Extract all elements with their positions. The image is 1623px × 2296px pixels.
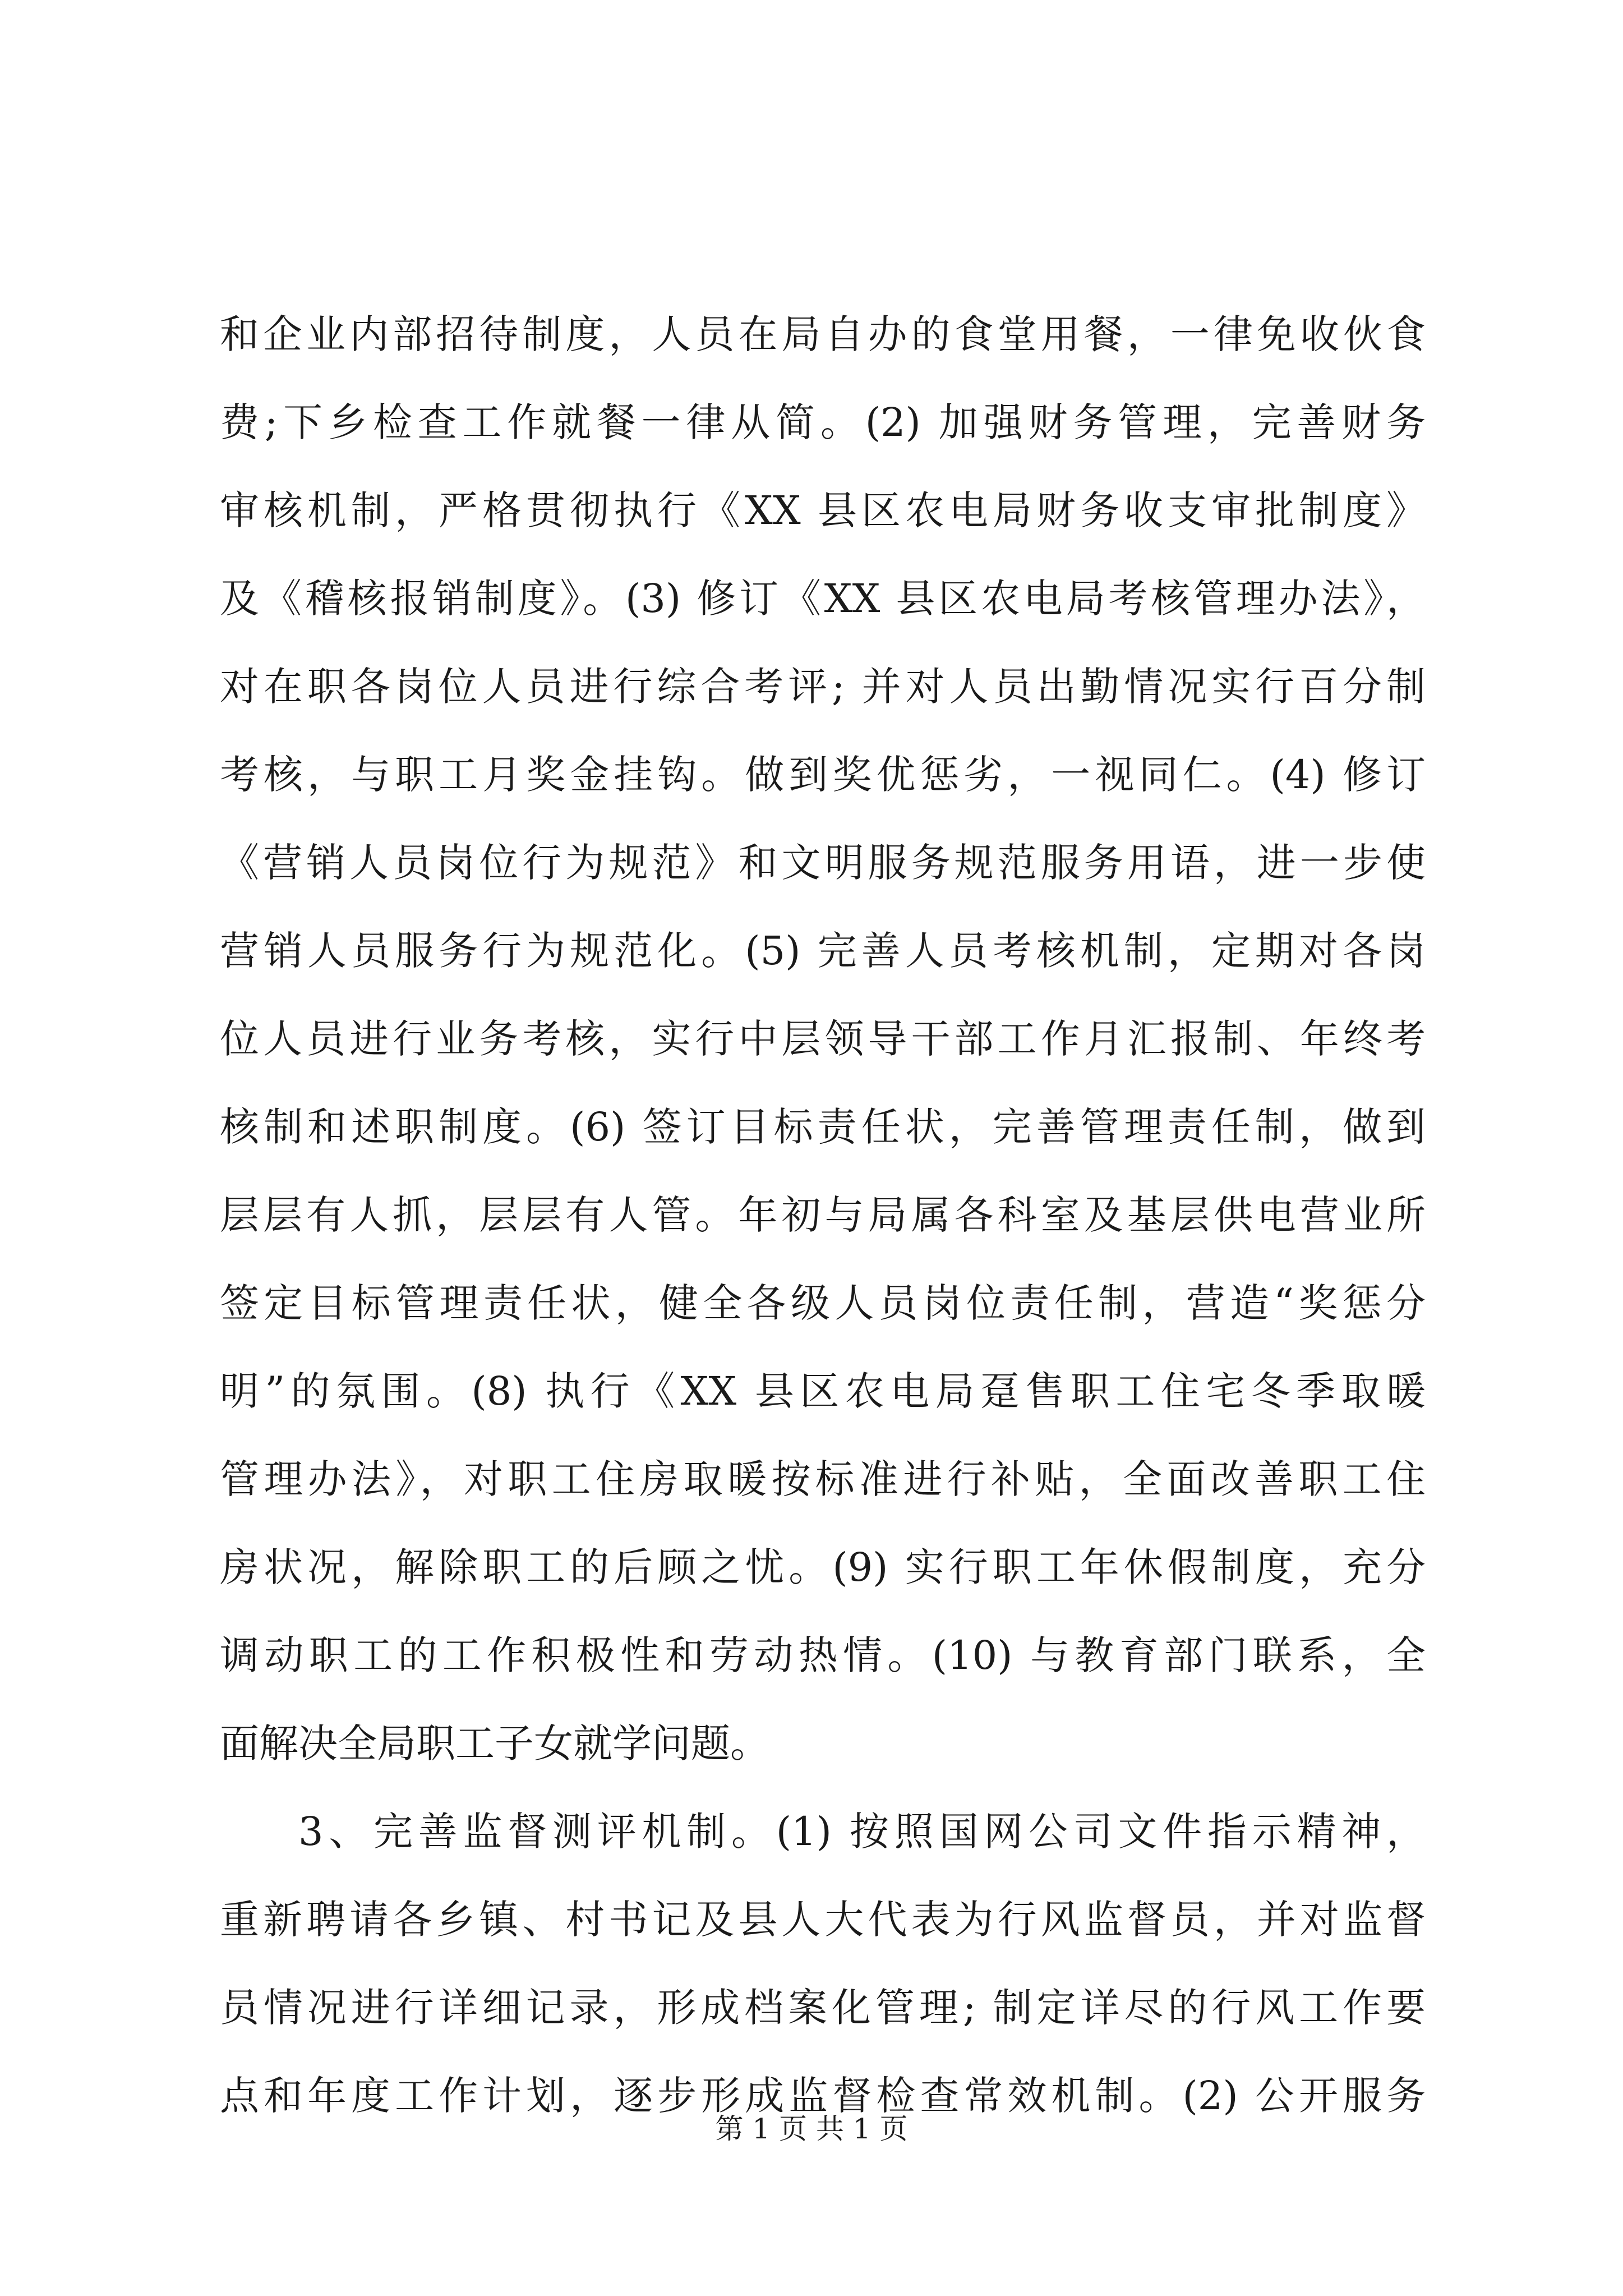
paragraph-start-line: 3、完善监督测评机制。(1) 按照国网公司文件指示精神， bbox=[298, 1809, 1426, 1855]
text-line: 明”的氛围。(8) 执行《XX 县区农电局趸售职工住宅冬季取暖 bbox=[220, 1368, 1426, 1414]
page-footer: 第 1 页 共 1 页 bbox=[715, 2113, 908, 2145]
text-line: 核制和述职制度。(6) 签订目标责任状，完善管理责任制，做到 bbox=[220, 1104, 1426, 1150]
text-line: 调动职工的工作积极性和劳动热情。(10) 与教育部门联系，全 bbox=[220, 1632, 1426, 1678]
text-line: 管理办法》，对职工住房取暖按标准进行补贴，全面改善职工住 bbox=[220, 1456, 1426, 1502]
text-line: 审核机制，严格贯彻执行《XX 县区农电局财务收支审批制度》 bbox=[220, 487, 1426, 533]
text-line: 层层有人抓，层层有人管。年初与局属各科室及基层供电营业所 bbox=[220, 1192, 1426, 1238]
text-line: 位人员进行业务考核，实行中层领导干部工作月汇报制、年终考 bbox=[220, 1016, 1426, 1062]
text-line: 重新聘请各乡镇、村书记及县人大代表为行风监督员，并对监督 bbox=[220, 1897, 1426, 1943]
body-text bbox=[220, 291, 1426, 2140]
text-line: 营销人员服务行为规范化。(5) 完善人员考核机制，定期对各岗 bbox=[220, 928, 1426, 974]
text-line: 对在职各岗位人员进行综合考评; 并对人员出勤情况实行百分制 bbox=[220, 664, 1426, 710]
text-line: 及《稽核报销制度》。(3) 修订《XX 县区农电局考核管理办法》， bbox=[220, 576, 1426, 622]
text-line: 签定目标管理责任状，健全各级人员岗位责任制，营造“奖惩分 bbox=[220, 1280, 1426, 1326]
text-line: 费;下乡检查工作就餐一律从简。(2) 加强财务管理，完善财务 bbox=[220, 399, 1426, 445]
paragraph-end-line: 面解决全局职工子女就学问题。 bbox=[220, 1720, 769, 1766]
text-line: 房状况，解除职工的后顾之忧。(9) 实行职工年休假制度，充分 bbox=[220, 1544, 1426, 1590]
text-line: 员情况进行详细记录，形成档案化管理; 制定详尽的行风工作要 bbox=[220, 1985, 1426, 2031]
text-line: 《营销人员岗位行为规范》和文明服务规范服务用语，进一步使 bbox=[220, 840, 1426, 886]
text-line: 和企业内部招待制度，人员在局自办的食堂用餐，一律免收伙食 bbox=[220, 311, 1426, 357]
text-line: 点和年度工作计划，逐步形成监督检查常效机制。(2) 公开服务 bbox=[220, 2073, 1426, 2119]
text-line: 考核，与职工月奖金挂钩。做到奖优惩劣，一视同仁。(4) 修订 bbox=[220, 752, 1426, 798]
